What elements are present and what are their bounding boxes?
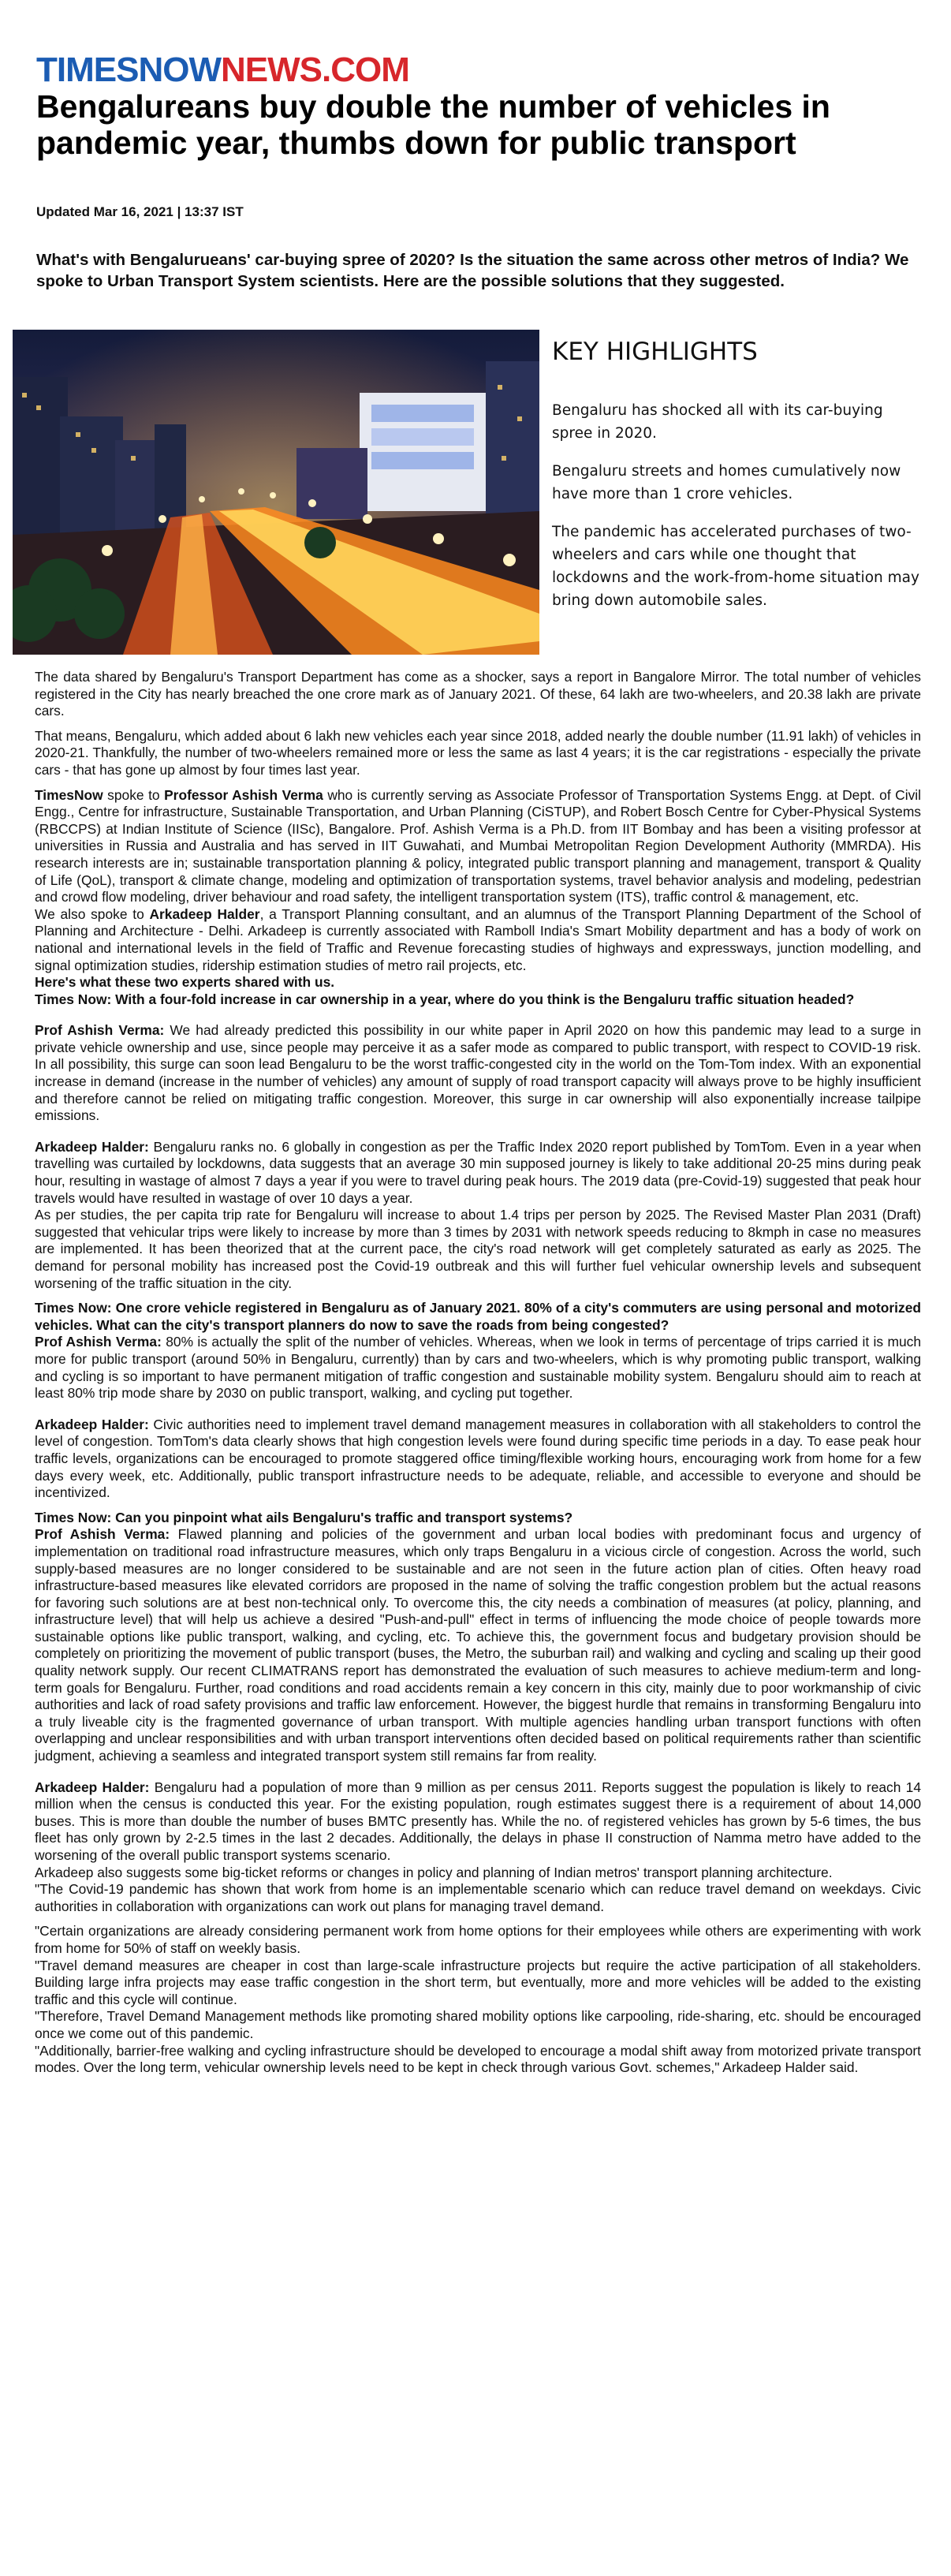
answer-text: Bengaluru ranks no. 6 globally in congestion as per the Traffic Index 2020 report published by TomTom. Even in a year when travelling was curtailed by lockdowns, data suggests that an average 30 min supposed journey is likely to take additional 20-25 mins during peak hour, resulting in wastage of almost 7 days a year if you were to travel during peak hours. The 2019 data (pre-Covid-19) suggested that peak hour travels would have resulted in wastage of over 10 days a year. bbox=[35, 1138, 921, 1206]
highlight-item: The pandemic has accelerated purchases of two-wheelers and cars while one thought that lockdowns and the work-from-home situation may bring down automobile sales. bbox=[552, 524, 919, 609]
speaker-label: Prof Ashish Verma: bbox=[35, 1022, 165, 1039]
answer bbox=[35, 1334, 921, 1402]
highlight-item: Bengaluru streets and homes cumulatively now have more than 1 crore vehicles. bbox=[552, 463, 901, 502]
key-highlights bbox=[552, 336, 923, 627]
paragraph: "Travel demand measures are cheaper in cost than large-scale infrastructure projects but require the active participation of all stakeholders. Building large infra projects may ease traffic congestion in the short term, but eventually, more and more vehicles will be added to the existing traffic and this cycle will continue. bbox=[35, 1957, 921, 2007]
text-span: who is currently serving as Associate Professor of Transportation Systems Engg. at Dept. of Civil Engg., Centre for infrastructure, Sustainable Transportation, and Urban Planning (CiSTUP), and Robert Bosch Centre for Cyber-Physical Systems (RBCCPS) at Indian Institute of Science (IISc), Bangalore. Prof. Ashish Verma is a Ph.D. from IIT Bombay and has been a visiting professor at universities in Russia and Australia and has served in IIT Guwahati, and Mumbai Metropolitan Region Development Authority (MMRDA). His research interests are in; sustainable transportation planning & policy, integrated public transport planning and management, transport & Quality of Life (QoL), transport & climate change, modeling and optimization of transportation systems, travel behavior analysis and modeling, pedestrian and crowd flow modeling, driver behaviour and road safety, the intelligent transportation system (ITS), traffic control & management, etc. bbox=[35, 786, 922, 905]
expert-name: Arkadeep Halder bbox=[149, 905, 260, 922]
paragraph: "Certain organizations are already considering permanent work from home options for their employees while others are experimenting with work from home for 50% of staff on weekly basis. bbox=[35, 1923, 921, 1956]
highlight-item: Bengaluru has shocked all with its car-buying spree in 2020. bbox=[552, 402, 883, 442]
answer-text: Civic authorities need to implement travel demand management measures in collaboration with all stakeholders to control the level of congestion. TomTom's data clearly shows that high congestion levels were found during specific time periods in a day. To ease peak hour traffic levels, organizations can be encouraged to promote staggered office timing/flexible working hours, encouraging work from home for a few days every week, etc. Additionally, public transport infrastructure needs to be adequate, reliable, and accessible to everyone and should be incentivized. bbox=[35, 1416, 921, 1501]
lede: What's with Bengalurueans' car-buying spree of 2020? Is the situation the same across other metros of India? We spoke to Urban Transport System scientists. Here are the possible solutions that they suggested. bbox=[36, 251, 909, 290]
question: Times Now: With a four-fold increase in car ownership in a year, where do you think is the Bengaluru traffic situation headed? bbox=[35, 991, 855, 1007]
answer-text: We had already predicted this possibility in our white paper in April 2020 on how this pandemic may lead to a surge in private vehicle ownership and use, since people may perceive it as a safer mode as compared to public transport, with respect to COVID-19 risk. In all possibility, this surge can soon lead Bengaluru to be the worst traffic-congested city in the world on the Tom-Tom index. With an exponential increase in demand (increase in the number of vehicles) any amount of supply of road transport capacity will always prove to be highly insufficient and therefore cannot be relied on mitigating traffic congestion. Moreover, this surge in car ownership will also exponentially increase tailpipe emissions. bbox=[35, 1022, 921, 1124]
logo-timesnow: TIMESNOW bbox=[36, 50, 221, 89]
speaker-label: Arkadeep Halder: bbox=[35, 1779, 150, 1795]
logo-news-com: NEWS.COM bbox=[220, 50, 409, 89]
site-logo[interactable] bbox=[36, 50, 409, 90]
hero-image bbox=[13, 330, 539, 655]
speaker-label: Prof Ashish Verma: bbox=[35, 1526, 170, 1543]
answer bbox=[35, 1526, 921, 1764]
paragraph: "Additionally, barrier-free walking and cycling infrastructure should be developed to encourage a modal shift away from motorized private transport modes. Over the long term, vehicular ownership levels need to be kept in check through various Govt. schemes," Arkadeep Halder said. bbox=[35, 2042, 921, 2076]
paragraph: That means, Bengaluru, which added about 6 lakh new vehicles each year since 2018, added nearly the double number (11.91 lakh) of vehicles in 2020-21. Thankfully, the number of two-wheelers remained more or less the same as last 4 years; it is the car registrations - especially the private cars - that has gone up almost by four times last year. bbox=[35, 727, 921, 778]
speaker-label: Arkadeep Halder: bbox=[35, 1416, 149, 1432]
answer bbox=[35, 1779, 921, 1865]
timesnow-mention: TimesNow bbox=[35, 786, 103, 803]
paragraph: "The Covid-19 pandemic has shown that work from home is an implementable scenario which can reduce travel demand on weekdays. Civic authorities in collaboration with organizations can work out plans for managing travel demand. bbox=[35, 1881, 921, 1914]
answer bbox=[35, 1022, 921, 1125]
intro-line: Here's what these two experts shared with us. bbox=[35, 974, 335, 991]
speaker-label: Prof Ashish Verma: bbox=[35, 1334, 162, 1350]
text-span: We also spoke to bbox=[35, 905, 150, 922]
paragraph bbox=[35, 906, 921, 974]
paragraph bbox=[35, 787, 921, 906]
headline: Bengalureans buy double the number of vehicles in pandemic year, thumbs down for public transport bbox=[36, 88, 830, 161]
answer-text: 80% is actually the split of the number of vehicles. Whereas, when we look in terms of percentage of trips carried it is much more for public transport (around 50% in Bengaluru, currently) than by cars and two-wheelers, which is why promoting public transport, walking and cycling is so important to have permanent mitigation of traffic congestion and sustainable mobility system. Bengaluru should aim to reach at least 80% trip mode share by 2030 on public transport, walking, and cycling put together. bbox=[35, 1334, 921, 1402]
article-body bbox=[35, 669, 921, 2077]
answer-text: Flawed planning and policies of the government and urban local bodies with predominant focus and urgency of implementation on traditional road infrastructure measures, which only traps Bengaluru in a vicious circle of congestion. Across the world, such supply-based measures are no longer considered to be sustainable and are not seen in the future action plan of cities. Often heavy road infrastructure-based measures like elevated corridors are proposed in the name of solving the traffic congestion problem but the actual reasons for favoring such solutions are at best non-technical only. To overcome this, the city needs a combination of measures (at policy, planning, and infrastructure level) that will help us achieve a desired "Push-and-pull" effect in terms of influencing the mode choice of people towards more sustainable options like public transport, walking, and cycling, etc. To achieve this, the government focus and budgetary provision should be completely on prioritizing the movement of public transport (buses, the Metro, the suburban rail) and walking and cycling and scaling up their good quality network supply. Our recent CLIMATRANS report has demonstrated the evaluation of such measures to achieve medium-term and long-term goals for Bengaluru. Further, road conditions and road accidents remain a key concern in this city, mainly due to poor workmanship of civic authorities and lack of road safety provisions and traffic law enforcement. However, the biggest hurdle that remains in transforming Bengaluru into a truly liveable city is the fragmented governance of urban transport. With multiple agencies handling urban transport functions with often overlapping and unclear responsibilities and with urban transport interventions often decided based on political requirements rather than scientific judgment, achieving a seamless and integrated transport system still remains far from reality. bbox=[35, 1526, 921, 1764]
updated-timestamp: Updated Mar 16, 2021 | 13:37 IST bbox=[36, 204, 244, 219]
speaker-label: Arkadeep Halder: bbox=[35, 1138, 149, 1155]
question: Times Now: One crore vehicle registered in Bengaluru as of January 2021. 80% of a city's commuters are using personal and motorized vehicles. What can the city's transport planners do now to save the roads from being congested? bbox=[35, 1300, 921, 1333]
text-span: , a Transport Planning consultant, and an alumnus of the Transport Planning Department of the School of Planning and Architecture - Delhi. Arkadeep is currently associated with Ramboll India's Smart Mobility department and has a body of work on national and international levels in the field of Traffic and Revenue forecasting studies of highways and expressways, junction modelling, and signal optimization studies, ridership estimation studies of metro rail projects, etc. bbox=[35, 905, 921, 973]
paragraph: Arkadeep also suggests some big-ticket reforms or changes in policy and planning of Indian metros' transport planning architecture. bbox=[35, 1864, 833, 1880]
answer-text: Bengaluru had a population of more than 9 million as per census 2011. Reports suggest the population is likely to reach 14 million when the census is conducted this year. For the existing population, rough estimates suggest there is a requirement of about 14,000 buses. This is more than double the number of buses BMTC presently has. While the no. of registered vehicles has grown by 5-6 times, the bus fleet has only grown by 2-2.5 times in the last 2 decades. Additionally, the delays in phase II construction of Namma metro have added to the worsening of the overall public transport systems scenario. bbox=[35, 1779, 922, 1863]
question: Times Now: Can you pinpoint what ails Bengaluru's traffic and transport systems? bbox=[35, 1509, 573, 1525]
text-span: spoke to bbox=[103, 786, 165, 803]
answer bbox=[35, 1417, 921, 1502]
paragraph: As per studies, the per capita trip rate for Bengaluru will increase to about 1.4 trips per person by 2025. The Revised Master Plan 2031 (Draft) suggested that vehicular trips were likely to increase by more than 3 times by 2031 with network speeds reducing to 8kmph in case no measures are implemented. It has been theorized that at the current pace, the city's road network will get completely saturated as early as 2025. The demand for personal mobility has increased post the Covid-19 outbreak and this will further fuel vehicular ownership levels and subsequent worsening of the traffic situation in the city. bbox=[35, 1207, 921, 1291]
answer bbox=[35, 1139, 921, 1207]
paragraph: The data shared by Bengaluru's Transport Department has come as a shocker, says a report in Bangalore Mirror. The total number of vehicles registered in the City has nearly breached the one crore mark as of January 2021. Of these, 64 lakh are two-wheelers, and 20.38 lakh are private cars. bbox=[35, 669, 921, 719]
expert-name: Professor Ashish Verma bbox=[164, 786, 323, 803]
paragraph: "Therefore, Travel Demand Management methods like promoting shared mobility options like carpooling, ride-sharing, etc. should be encouraged once we come out of this pandemic. bbox=[35, 2008, 921, 2041]
key-highlights-title: KEY HIGHLIGHTS bbox=[552, 338, 758, 366]
